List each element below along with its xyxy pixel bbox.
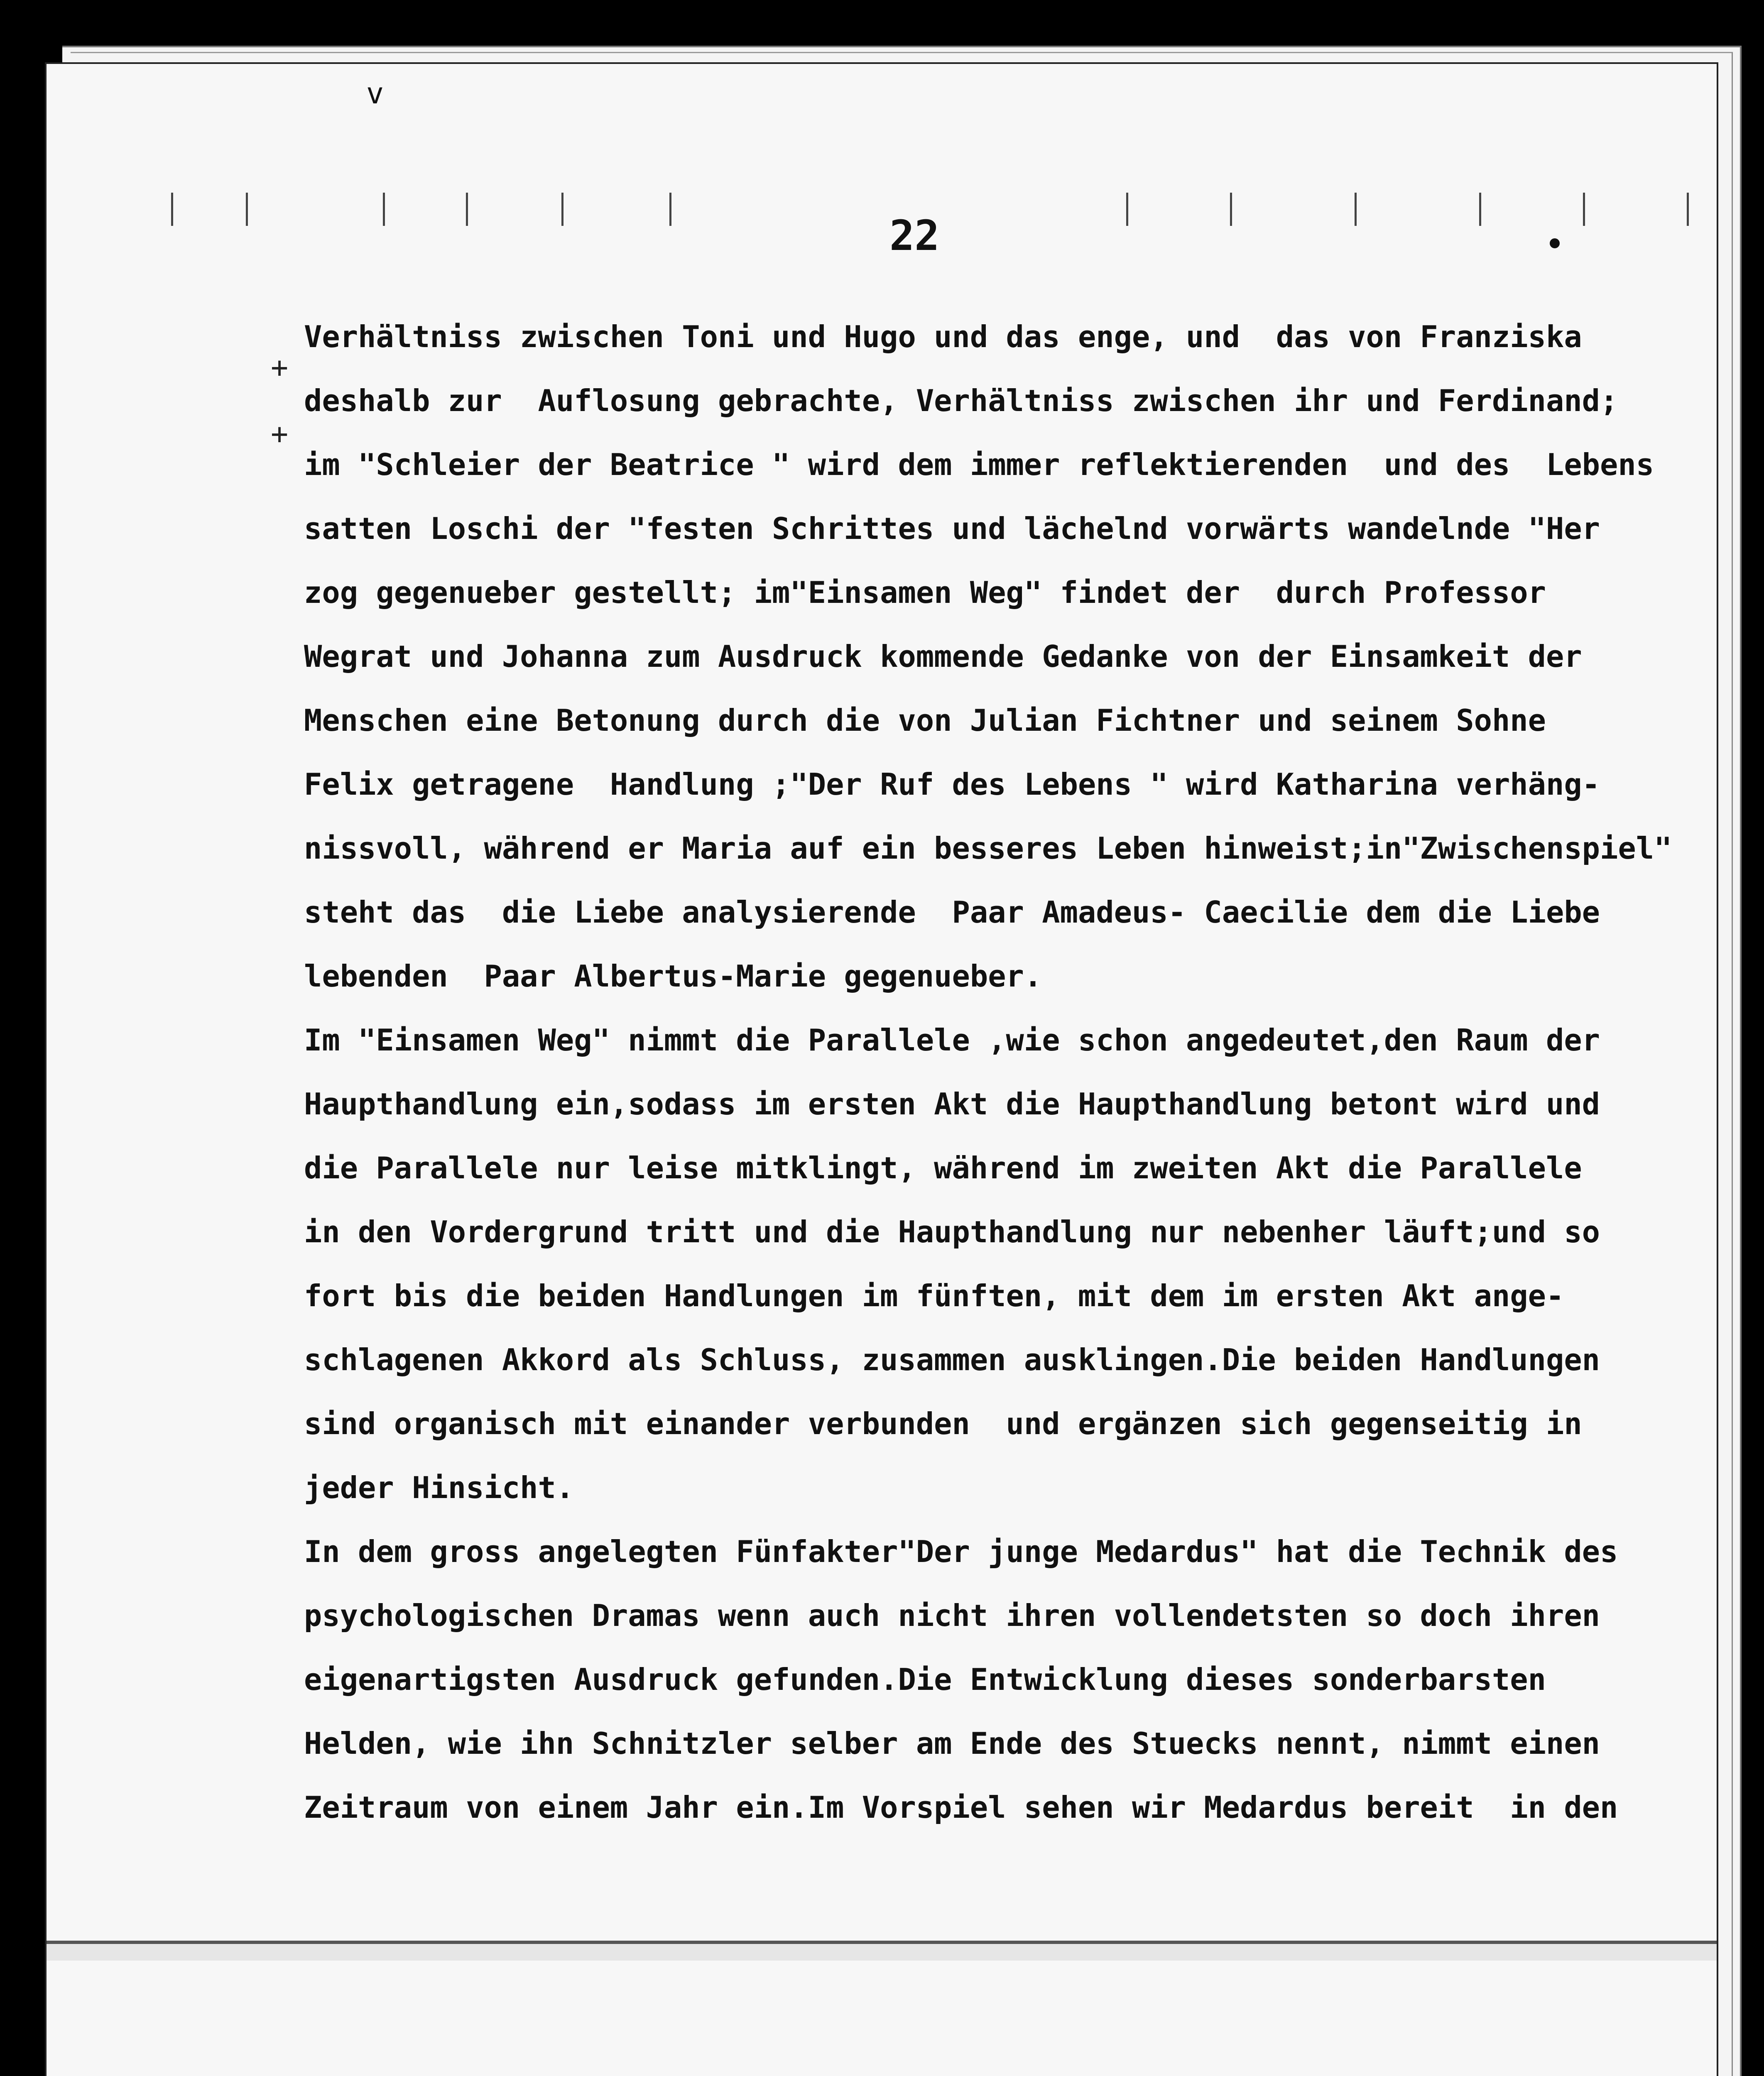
page-number: 22 (889, 211, 940, 260)
text-line: Zeitraum von einem Jahr ein.Im Vorspiel sehen wir Medardus bereit in den (304, 1790, 1618, 1825)
text-line: schlagenen Akkord als Schluss, zusammen ausklingen.Die beiden Handlungen (304, 1342, 1600, 1377)
text-line: Im "Einsamen Weg" nimmt die Parallele ,wie schon angedeutet,den Raum der (304, 1023, 1600, 1058)
faint-bleedthrough-row (47, 193, 1717, 242)
check-mark: v (366, 76, 384, 110)
text-line: Verhältniss zwischen Toni und Hugo und das enge, und das von Franziska (304, 319, 1582, 354)
text-line: eigenartigsten Ausdruck gefunden.Die Entwicklung dieses sonderbarsten (304, 1662, 1546, 1697)
text-line: Haupthandlung ein,sodass im ersten Akt die Haupthandlung betont wird und (304, 1087, 1600, 1121)
text-line: psychologischen Dramas wenn auch nicht ihren vollendetsten so doch ihren (304, 1598, 1600, 1633)
text-line: Felix getragene Handlung ;"Der Ruf des Lebens " wird Katharina verhäng- (304, 767, 1600, 802)
text-line: nissvoll, während er Maria auf ein besseres Leben hinweist;in"Zwischenspiel" (304, 831, 1672, 866)
text-line: Helden, wie ihn Schnitzler selber am Ende des Stuecks nennt, nimmt einen (304, 1726, 1600, 1761)
text-line: sind organisch mit einander verbunden und ergänzen sich gegenseitig in (304, 1406, 1582, 1441)
text-line: lebenden Paar Albertus-Marie gegenueber. (304, 959, 1042, 994)
text-line: im "Schleier der Beatrice " wird dem immer reflektierenden und des Lebens (304, 447, 1654, 482)
text-line: die Parallele nur leise mitklingt, während im zweiten Akt die Parallele (304, 1151, 1582, 1185)
fold-shadow (47, 1944, 1717, 1961)
text-line: satten Loschi der "festen Schrittes und lächelnd vorwärts wandelnde "Her (304, 511, 1600, 546)
text-line: Wegrat und Johanna zum Ausdruck kommende Gedanke von der Einsamkeit der (304, 639, 1582, 674)
text-line: zog gegenueber gestellt; im"Einsamen Weg" findet der durch Professor (304, 575, 1546, 610)
text-line: In dem gross angelegten Fünfakter"Der junge Medardus" hat die Technik des (304, 1534, 1618, 1569)
text-line: Menschen eine Betonung durch die von Julian Fichtner und seinem Sohne (304, 703, 1546, 738)
margin-mark: + (271, 350, 289, 384)
text-line: jeder Hinsicht. (304, 1470, 574, 1505)
text-line: steht das die Liebe analysierende Paar Amadeus- Caecilie dem die Liebe (304, 895, 1600, 930)
body-text (304, 305, 1672, 1839)
text-line: deshalb zur Auflosung gebrachte, Verhältniss zwischen ihr und Ferdinand; (304, 383, 1618, 418)
document-page (45, 62, 1718, 2076)
margin-mark: + (271, 417, 289, 451)
fold-line (47, 1941, 1717, 1944)
text-line: fort bis die beiden Handlungen im fünften, mit dem im ersten Akt ange- (304, 1278, 1564, 1313)
ink-dot (1550, 238, 1560, 248)
text-line: in den Vordergrund tritt und die Haupthandlung nur nebenher läuft;und so (304, 1214, 1600, 1249)
